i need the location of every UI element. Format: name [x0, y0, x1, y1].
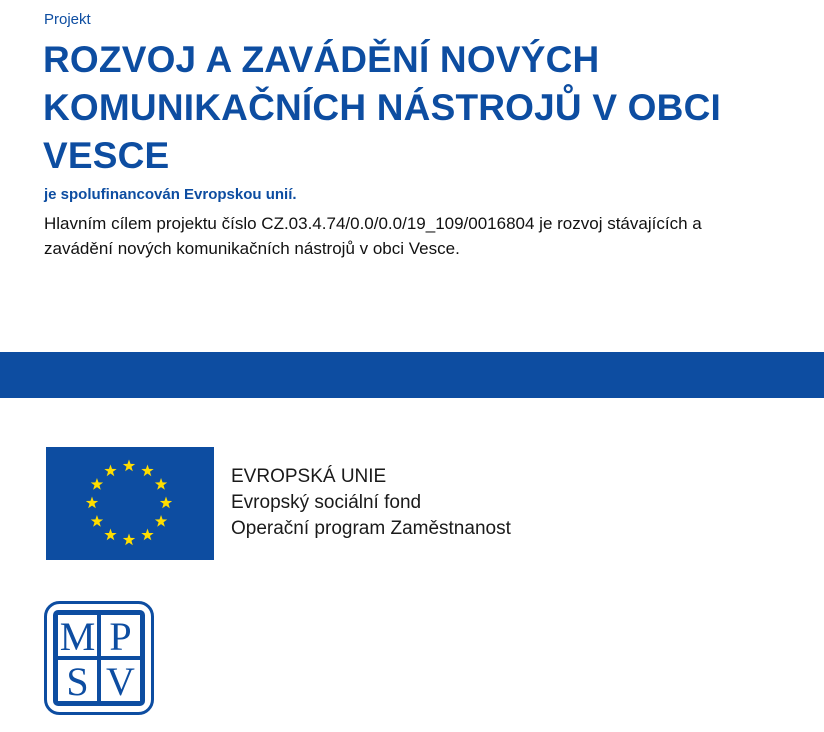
project-title: ROZVOJ A ZAVÁDĚNÍ NOVÝCH KOMUNIKAČNÍCH NÁSTROJŮ V OBCI VESCE — [43, 39, 721, 176]
mpsv-letter-p: P — [109, 614, 132, 659]
eu-star-icon — [141, 529, 153, 541]
eu-flag-icon — [46, 447, 214, 560]
program-name: Operační program Zaměstnanost — [231, 518, 511, 539]
eu-star-icon — [104, 529, 116, 541]
fund-name: Evropský sociální fond — [231, 492, 422, 513]
mpsv-letter-s: S — [66, 659, 89, 704]
blue-divider-band — [0, 352, 824, 398]
mpsv-logo — [44, 601, 154, 715]
mpsv-letter-v: V — [106, 659, 135, 704]
project-label: Projekt — [44, 11, 91, 28]
eu-star-icon — [86, 497, 98, 509]
mpsv-letter-m: M — [59, 614, 96, 659]
eu-star-icon — [155, 478, 167, 490]
eu-name: EVROPSKÁ UNIE — [231, 466, 387, 487]
eu-star-icon — [123, 534, 135, 546]
eu-star-icon — [141, 464, 153, 476]
eu-star-icon — [155, 515, 167, 527]
project-description: Hlavním cílem projektu číslo CZ.03.4.74/0.0/0.0/19_109/0016804 je rozvoj stávajících a zavádění nových komunikačních nástrojů v obci Vesce. — [44, 214, 702, 258]
eu-star-icon — [123, 460, 135, 472]
eu-star-icon — [160, 497, 172, 509]
cofinanced-text: je spolufinancován Evropskou unií. — [44, 186, 297, 203]
eu-star-icon — [91, 515, 103, 527]
eu-star-icon — [104, 464, 116, 476]
eu-funding-text — [231, 464, 511, 542]
eu-star-icon — [91, 478, 103, 490]
